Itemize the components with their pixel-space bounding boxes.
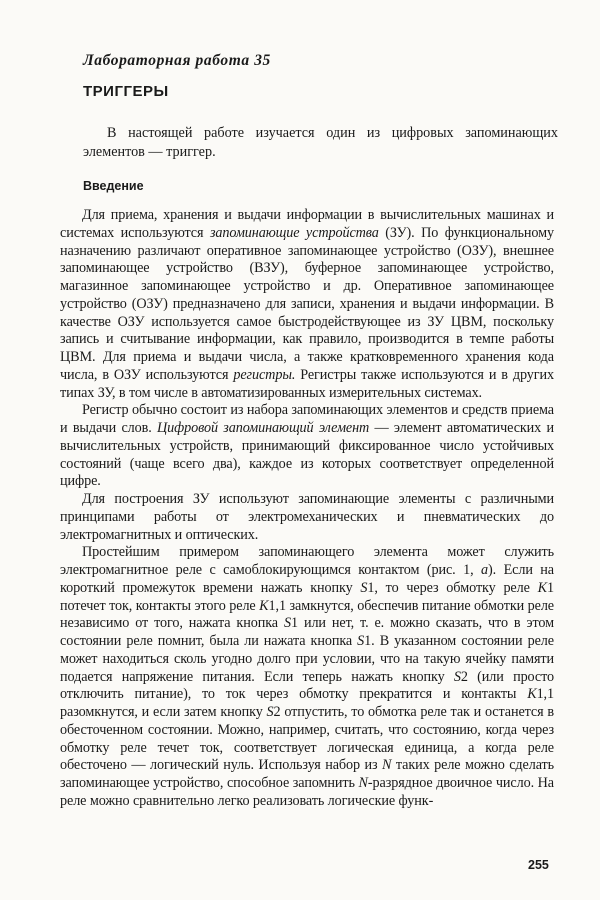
p4-symbol-k11-second: K (527, 686, 537, 703)
p4-symbol-s2-second-index: 2 (273, 704, 281, 720)
p4-text-g: . В указанном состоянии реле может находиться сколь угодно долго при условии, что на такую ячейку памяти подается напряжение питания. Если теперь нажать кнопку (60, 633, 554, 685)
p4-text-c: , то через обмотку реле (374, 579, 538, 596)
p1-term-registers: регистры. (233, 366, 296, 383)
p4-symbol-k11-index: 1,1 (268, 597, 286, 614)
p4-text-i: разомкнутся, и если затем кнопку (60, 704, 267, 720)
p4-text-e: замкнутся, обеспечив питание обмотки реле независимо от того, нажата кнопка (60, 597, 554, 632)
p4-text-f: или нет, т. е. можно сказать, что в этом состоянии реле помнит, была ли нажата кнопка (60, 615, 554, 649)
p4-text-d: потечет ток, контакты этого реле (60, 597, 260, 614)
body-text (60, 207, 554, 811)
paragraph-2 (60, 402, 554, 491)
p4-symbol-k11-second-index: 1,1 (536, 686, 554, 703)
p2-term-digital-element: Цифровой запоминающий элемент (157, 420, 370, 436)
p4-symbol-s1-second: S (283, 615, 291, 632)
section-heading: Введение (83, 179, 144, 193)
p4-text-a: Простейшим примером запоминающего элемента может служить электромагнитное реле с самоблокирующимся контактом (рис. 1, (60, 544, 554, 578)
intro-text: В настоящей работе изучается один из цифровых запоминающих элементов — триггер. (83, 125, 558, 160)
p4-text-j: отпустить, то обмотка реле так и останется в обесточенном состоянии. Можно, например, считать, что состоянию, когда через обмотку реле течет ток, соответствует логическая единица, а когда реле обесточено — логический нуль. Используя набор из (60, 704, 554, 774)
chapter-title: ТРИГГЕРЫ (83, 83, 169, 100)
p4-symbol-k1: K (537, 579, 547, 596)
p4-symbol-s1-third: S (357, 633, 365, 649)
p4-fig-letter: а (481, 562, 489, 578)
paragraph-4 (60, 544, 554, 810)
p4-symbol-s2-second: S (266, 704, 274, 720)
paragraph-1 (60, 207, 554, 402)
p4-symbol-n: N (382, 757, 392, 774)
p4-symbol-s1-index: 1 (367, 579, 375, 596)
p2-text-a: Регистр обычно состоит из набора запоминающих элементов и средств приема и выдачи слов. (60, 402, 554, 436)
p4-symbol-s2-index: 2 (460, 668, 468, 685)
p4-symbol-s1: S (360, 579, 368, 596)
p4-symbol-k11: K (259, 597, 269, 614)
p1-text-c: Регистры также используются и в других типах ЗУ, в том числе в автоматизированных измерительных системах. (60, 366, 554, 401)
p1-text-b: (ЗУ). По функциональному назначению различают оперативное запоминающее устройство (ОЗУ), внешнее запоминающее устройство (ВЗУ), буферное запоминающее устройство, магазинное запоминающее устройство и др. Оперативное запоминающее устройство (ОЗУ) предназначено для записи, хранения и выдачи информации. В качестве ОЗУ используется самое быстродействующее из ЗУ ЦВМ, поскольку запись и считывание информации, как правило, производится в темпе работы ЦВМ. Для приема и выдачи числа, а также кратковременного хранения кода числа, в ОЗУ используются (60, 224, 555, 383)
p2-text-b: — элемент автоматических и вычислительных устройств, принимающий фиксированное число устойчивых состояний (чаще всего два), каждое из которых соответствует определенной цифре. (60, 420, 554, 490)
lab-work-title: Лабораторная работа 35 (83, 52, 271, 69)
p1-term-storage-devices: запоминающие устройства (209, 224, 379, 241)
p4-symbol-k1-index: 1 (547, 579, 554, 596)
p4-text-l: -разрядное двоичное число. На реле можно сравнительно легко реализовать логические функ- (60, 775, 555, 809)
p4-text-k: таких реле можно сделать запоминающее устройство, способное запомнить (60, 757, 555, 791)
page-number: 255 (528, 858, 549, 872)
p4-symbol-s1-second-index: 1 (290, 615, 298, 632)
p4-text-h: (или просто отключить питание), то ток через обмотку прекратится и контакты (60, 668, 555, 703)
intro-paragraph (83, 124, 558, 161)
p4-symbol-n-second: N (358, 775, 368, 791)
p4-text-b: ). Если на короткий промежуток времени нажать кнопку (60, 562, 554, 596)
p1-text-a: Для приема, хранения и выдачи информации в вычислительных машинах и системах используются (60, 207, 554, 241)
paragraph-3: Для построения ЗУ используют запоминающие элементы с различными принципами работы от электромеханических и пневматических до электромагнитных и оптических. (60, 491, 554, 543)
p4-symbol-s2: S (453, 668, 461, 685)
p4-symbol-s1-third-index: 1 (364, 633, 372, 649)
